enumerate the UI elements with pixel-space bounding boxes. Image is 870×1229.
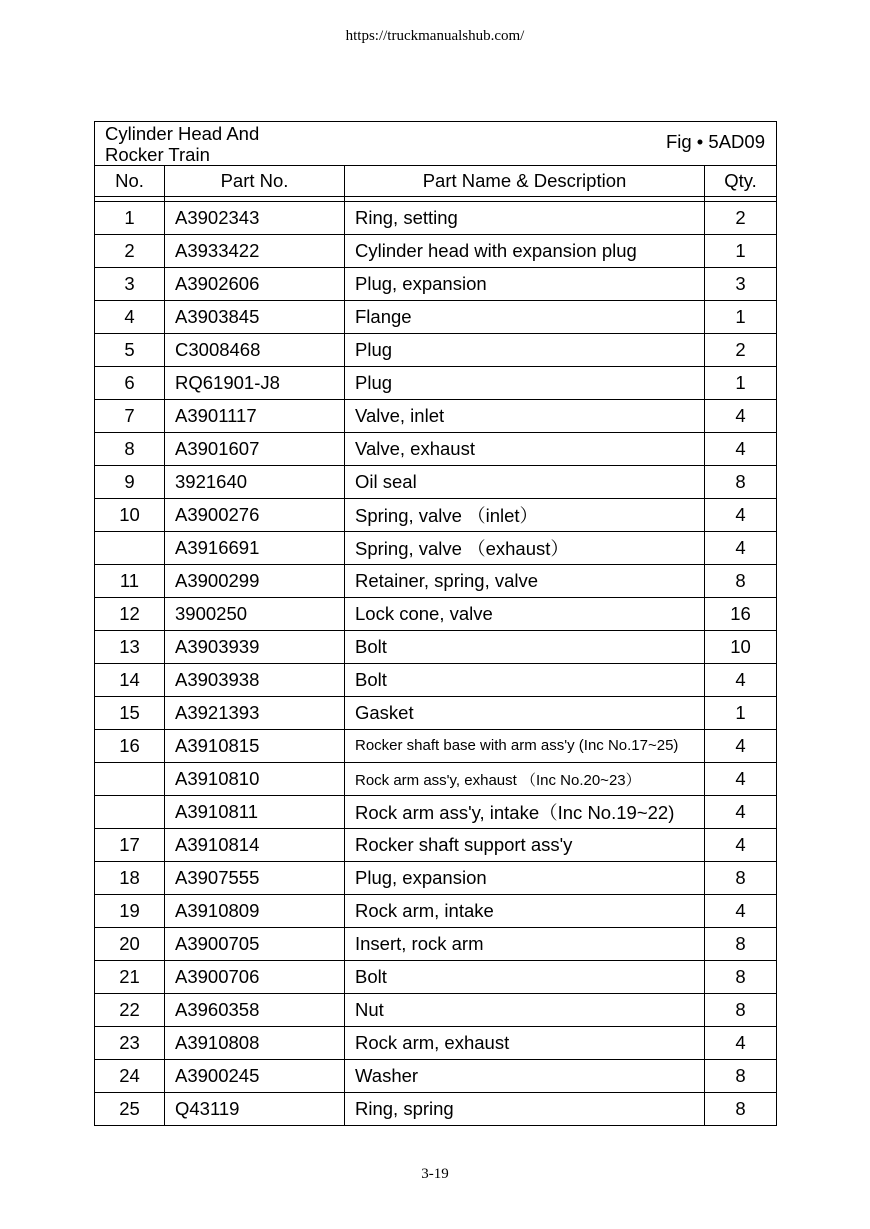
table-row	[95, 499, 777, 532]
table-row	[95, 433, 777, 466]
column-header-name: Part Name & Description	[345, 166, 705, 197]
cell-part-no: A3903939	[165, 631, 345, 664]
cell-no	[95, 532, 165, 565]
table-row	[95, 862, 777, 895]
table-row	[95, 994, 777, 1027]
cell-no: 20	[95, 928, 165, 961]
table-row	[95, 301, 777, 334]
cell-qty: 3	[705, 268, 777, 301]
cell-part-name: Bolt	[345, 961, 705, 994]
cell-qty: 4	[705, 730, 777, 763]
cell-no: 24	[95, 1060, 165, 1093]
cell-part-name: Plug	[345, 334, 705, 367]
page-number: 3-19	[421, 1166, 449, 1182]
column-header-qty: Qty.	[705, 166, 777, 197]
cell-part-name: Ring, spring	[345, 1093, 705, 1126]
cell-no: 11	[95, 565, 165, 598]
cell-no	[95, 763, 165, 796]
column-header-part-no: Part No.	[165, 166, 345, 197]
cell-qty: 2	[705, 334, 777, 367]
table-row	[95, 532, 777, 565]
cell-part-name: Valve, inlet	[345, 400, 705, 433]
cell-no: 4	[95, 301, 165, 334]
cell-part-name: Ring, setting	[345, 202, 705, 235]
table-row	[95, 763, 777, 796]
cell-qty: 16	[705, 598, 777, 631]
cell-qty: 8	[705, 862, 777, 895]
cell-part-no: A3900706	[165, 961, 345, 994]
column-header-no: No.	[95, 166, 165, 197]
cell-part-no: A3910809	[165, 895, 345, 928]
column-header-row	[95, 166, 777, 197]
cell-part-no: A3933422	[165, 235, 345, 268]
cell-part-name: Spring, valve （inlet）	[345, 499, 705, 532]
cell-qty: 4	[705, 763, 777, 796]
cell-qty: 8	[705, 994, 777, 1027]
table-row	[95, 829, 777, 862]
cell-part-name: Rock arm, intake	[345, 895, 705, 928]
cell-part-no: A3901117	[165, 400, 345, 433]
cell-no: 2	[95, 235, 165, 268]
cell-no: 15	[95, 697, 165, 730]
cell-qty: 1	[705, 301, 777, 334]
cell-qty: 4	[705, 895, 777, 928]
cell-part-no: A3900276	[165, 499, 345, 532]
table-row	[95, 400, 777, 433]
cell-part-no: A3903938	[165, 664, 345, 697]
cell-part-name: Oil seal	[345, 466, 705, 499]
cell-part-no: A3910810	[165, 763, 345, 796]
cell-no: 3	[95, 268, 165, 301]
cell-part-no: A3910811	[165, 796, 345, 829]
parts-table	[94, 121, 777, 1126]
cell-part-name: Insert, rock arm	[345, 928, 705, 961]
table-row	[95, 895, 777, 928]
cell-no	[95, 796, 165, 829]
cell-qty: 8	[705, 1060, 777, 1093]
cell-part-name: Nut	[345, 994, 705, 1027]
cell-no: 1	[95, 202, 165, 235]
cell-qty: 8	[705, 928, 777, 961]
cell-part-no: C3008468	[165, 334, 345, 367]
figure-title	[95, 122, 705, 166]
table-row	[95, 1060, 777, 1093]
cell-qty: 8	[705, 466, 777, 499]
cell-part-name: Rock arm ass'y, intake（Inc No.19~22)	[345, 796, 705, 829]
cell-part-no: A3902343	[165, 202, 345, 235]
cell-no: 9	[95, 466, 165, 499]
cell-part-name: Plug	[345, 367, 705, 400]
cell-part-no: Q43119	[165, 1093, 345, 1126]
cell-qty: 10	[705, 631, 777, 664]
cell-no: 22	[95, 994, 165, 1027]
cell-qty: 4	[705, 1027, 777, 1060]
cell-part-name: Plug, expansion	[345, 268, 705, 301]
cell-no: 23	[95, 1027, 165, 1060]
table-row	[95, 565, 777, 598]
cell-part-no: A3903845	[165, 301, 345, 334]
cell-qty: 4	[705, 664, 777, 697]
cell-qty: 8	[705, 961, 777, 994]
cell-part-name: Lock cone, valve	[345, 598, 705, 631]
cell-part-no: A3907555	[165, 862, 345, 895]
cell-qty: 4	[705, 433, 777, 466]
table-row	[95, 730, 777, 763]
cell-no: 12	[95, 598, 165, 631]
cell-part-name: Bolt	[345, 631, 705, 664]
cell-part-no: RQ61901-J8	[165, 367, 345, 400]
cell-qty: 4	[705, 829, 777, 862]
cell-part-no: A3921393	[165, 697, 345, 730]
table-row	[95, 697, 777, 730]
cell-no: 5	[95, 334, 165, 367]
cell-part-no: A3916691	[165, 532, 345, 565]
cell-qty: 4	[705, 796, 777, 829]
cell-no: 17	[95, 829, 165, 862]
cell-qty: 1	[705, 235, 777, 268]
figure-label: Fig • 5AD09	[665, 131, 765, 152]
cell-part-no: 3921640	[165, 466, 345, 499]
cell-part-no: A3902606	[165, 268, 345, 301]
cell-no: 13	[95, 631, 165, 664]
cell-part-no: A3901607	[165, 433, 345, 466]
cell-part-name: Spring, valve （exhaust）	[345, 532, 705, 565]
cell-no: 6	[95, 367, 165, 400]
cell-qty: 1	[705, 697, 777, 730]
cell-part-no: A3960358	[165, 994, 345, 1027]
cell-qty: 8	[705, 1093, 777, 1126]
table-row	[95, 664, 777, 697]
figure-title-line1: Cylinder Head And	[105, 122, 260, 144]
table-row	[95, 598, 777, 631]
cell-no: 21	[95, 961, 165, 994]
cell-qty: 4	[705, 532, 777, 565]
cell-part-no: A3900299	[165, 565, 345, 598]
cell-qty: 4	[705, 499, 777, 532]
table-row	[95, 466, 777, 499]
table-row	[95, 268, 777, 301]
cell-part-no: 3900250	[165, 598, 345, 631]
table-row	[95, 1027, 777, 1060]
table-row	[95, 631, 777, 664]
cell-part-name: Rock arm, exhaust	[345, 1027, 705, 1060]
cell-qty: 4	[705, 400, 777, 433]
cell-part-name: Flange	[345, 301, 705, 334]
cell-part-name: Cylinder head with expansion plug	[345, 235, 705, 268]
table-row	[95, 796, 777, 829]
cell-part-name: Rocker shaft support ass'y	[345, 829, 705, 862]
table-row	[95, 961, 777, 994]
cell-part-name: Retainer, spring, valve	[345, 565, 705, 598]
table-row	[95, 367, 777, 400]
parts-table-body	[95, 122, 777, 1126]
table-row	[95, 235, 777, 268]
cell-part-no: A3900245	[165, 1060, 345, 1093]
cell-part-name: Bolt	[345, 664, 705, 697]
cell-part-no: A3900705	[165, 928, 345, 961]
cell-qty: 1	[705, 367, 777, 400]
cell-no: 25	[95, 1093, 165, 1126]
cell-qty: 2	[705, 202, 777, 235]
cell-part-name: Washer	[345, 1060, 705, 1093]
cell-no: 7	[95, 400, 165, 433]
table-row	[95, 202, 777, 235]
cell-no: 18	[95, 862, 165, 895]
cell-no: 8	[95, 433, 165, 466]
figure-title-line2: Rocker Train	[105, 143, 210, 165]
cell-no: 10	[95, 499, 165, 532]
table-row	[95, 334, 777, 367]
cell-no: 19	[95, 895, 165, 928]
cell-no: 14	[95, 664, 165, 697]
cell-part-no: A3910808	[165, 1027, 345, 1060]
cell-part-name: Valve, exhaust	[345, 433, 705, 466]
cell-part-name: Plug, expansion	[345, 862, 705, 895]
table-row	[95, 1093, 777, 1126]
table-row	[95, 928, 777, 961]
cell-part-name: Gasket	[345, 697, 705, 730]
cell-no: 16	[95, 730, 165, 763]
header-url: https://truckmanualshub.com/	[345, 28, 525, 44]
cell-part-name: Rock arm ass'y, exhaust （Inc No.20~23）	[345, 763, 705, 796]
cell-part-name: Rocker shaft base with arm ass'y (Inc No.17~25)	[345, 730, 705, 763]
cell-qty: 8	[705, 565, 777, 598]
cell-part-no: A3910815	[165, 730, 345, 763]
cell-part-no: A3910814	[165, 829, 345, 862]
